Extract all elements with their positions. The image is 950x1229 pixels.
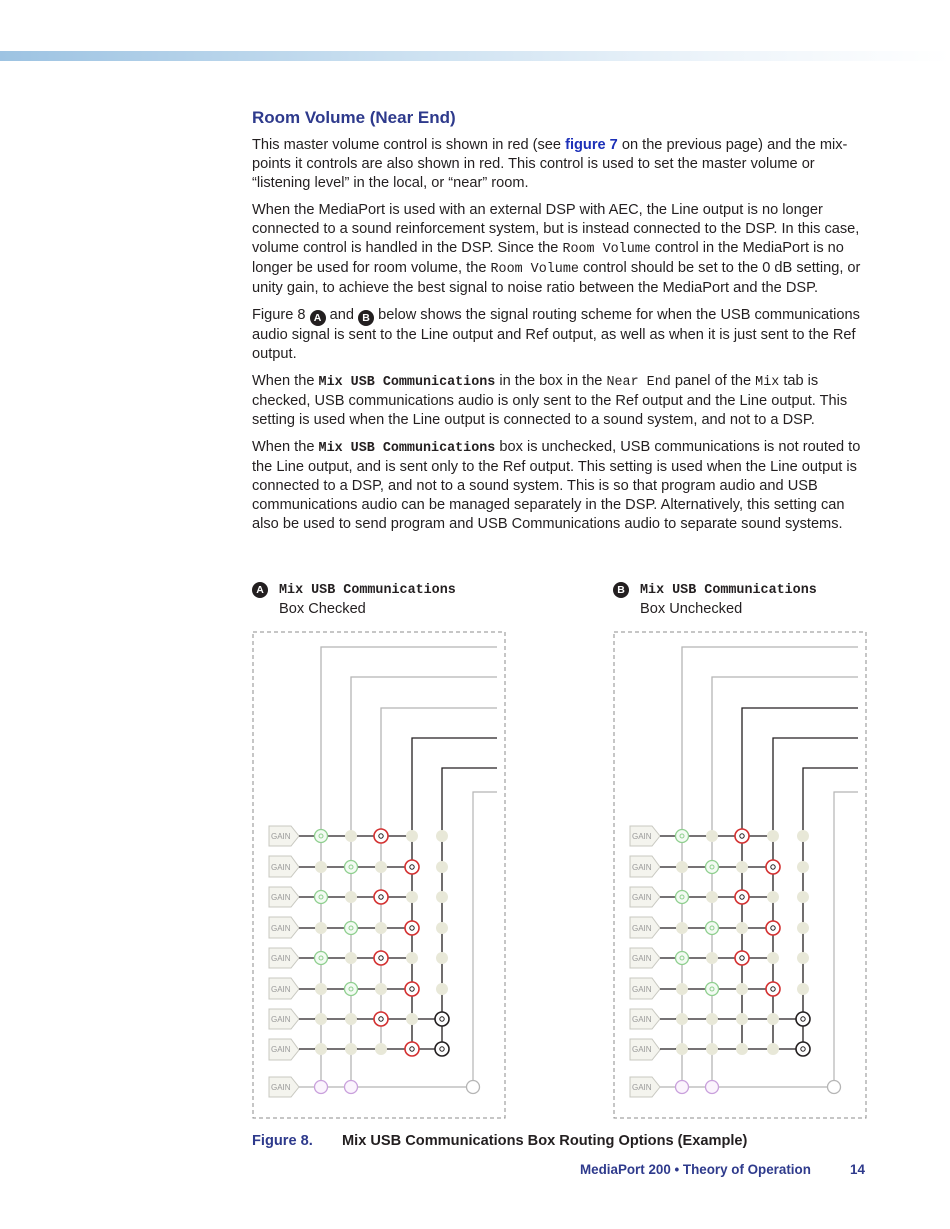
output-line <box>773 738 858 1049</box>
code-mix-usb: Mix USB Communications <box>318 441 496 456</box>
output-line <box>834 792 858 1081</box>
mix-point-black <box>435 1012 449 1026</box>
mix-point-black <box>796 1012 810 1026</box>
mix-point-idle <box>345 952 357 964</box>
mix-point-idle <box>406 952 418 964</box>
gain-label: GAIN <box>271 1083 291 1092</box>
code-room-volume: Room Volume <box>562 242 651 257</box>
mix-point-purple <box>706 1081 719 1094</box>
mix-point-red <box>405 860 419 874</box>
mix-point-black <box>435 1042 449 1056</box>
mix-point-purple <box>345 1081 358 1094</box>
gain-label: GAIN <box>271 1015 291 1024</box>
mix-point-idle <box>436 891 448 903</box>
text: control in the MediaPort is no longer be used for room volume, the <box>252 240 844 276</box>
panel-b-subtitle: Box Unchecked <box>640 601 743 617</box>
gain-label: GAIN <box>632 1015 652 1024</box>
mix-point-idle <box>375 861 387 873</box>
text: panel of the <box>670 373 756 389</box>
mix-point-idle <box>345 1013 357 1025</box>
paragraph-3 <box>252 306 866 364</box>
mix-point-idle <box>706 1013 718 1025</box>
mix-point-green <box>315 952 328 965</box>
mix-point-idle <box>706 952 718 964</box>
output-line <box>442 768 497 1049</box>
mix-point-red <box>766 982 780 996</box>
mix-point-red <box>405 1042 419 1056</box>
mix-point-idle <box>767 1043 779 1055</box>
mix-point-idle <box>345 1043 357 1055</box>
mix-point-green <box>706 861 719 874</box>
mix-point-green <box>676 952 689 965</box>
mix-point-purple <box>315 1081 328 1094</box>
gain-label: GAIN <box>271 863 291 872</box>
mix-point-red <box>766 860 780 874</box>
figure-caption-text: Mix USB Communications Box Routing Options (Example) <box>342 1133 748 1149</box>
mix-point-idle <box>315 1043 327 1055</box>
mix-point-red <box>374 890 388 904</box>
text: This master volume control is shown in red (see <box>252 137 566 153</box>
paragraph-4 <box>252 372 866 430</box>
mix-point-red <box>735 890 749 904</box>
mix-point-red <box>374 829 388 843</box>
text: on the previous page) and the mix-points it controls are also shown in red. This control is used to set the master volume or “listening level” in the local, or “near” room. <box>252 137 848 191</box>
mix-point-black <box>796 1042 810 1056</box>
gain-label: GAIN <box>632 1083 652 1092</box>
mix-point-idle <box>375 983 387 995</box>
mix-point-idle <box>676 922 688 934</box>
text: box is unchecked, USB communications is not routed to the Line output, and is sent only to the Ref output. This setting is used when the Line output is connected to a DSP, and not to a sound system. This is so that program audio and USB communications audio can be managed separately in the DSP. Alternatively, this setting can also be used to send program and USB Communications audio to separate sound systems. <box>252 439 861 532</box>
gain-label: GAIN <box>632 954 652 963</box>
mix-point-idle <box>767 830 779 842</box>
mix-point-idle <box>436 830 448 842</box>
gain-label: GAIN <box>271 954 291 963</box>
badge-a: A <box>252 582 268 598</box>
mix-point-idle <box>315 861 327 873</box>
mix-point-idle <box>406 1013 418 1025</box>
gain-label: GAIN <box>271 832 291 841</box>
paragraph-5 <box>252 438 866 534</box>
panel-a-subtitle: Box Checked <box>279 601 366 617</box>
output-line <box>381 708 497 1049</box>
gain-label: GAIN <box>632 924 652 933</box>
mix-point-green <box>345 983 358 996</box>
mix-point-red <box>405 921 419 935</box>
gain-label: GAIN <box>632 985 652 994</box>
text: and <box>325 307 359 323</box>
mix-point-green <box>676 891 689 904</box>
mix-point-idle <box>315 922 327 934</box>
section-title: Room Volume (Near End) <box>252 108 456 127</box>
mix-point-idle <box>315 983 327 995</box>
mix-point-red <box>405 982 419 996</box>
badge-b: B <box>358 310 374 326</box>
footer-page-number: 14 <box>850 1162 865 1177</box>
gain-label: GAIN <box>271 985 291 994</box>
output-line <box>803 768 858 1049</box>
mix-point-red <box>735 829 749 843</box>
mix-point-idle <box>736 861 748 873</box>
text: below shows the signal routing scheme for when the USB communications audio signal is sent to the Line output and Ref output, as well as when it is just sent to the Ref output. <box>252 307 860 362</box>
mix-point-green <box>315 830 328 843</box>
gain-label: GAIN <box>271 924 291 933</box>
mix-point-idle <box>767 952 779 964</box>
mix-point-idle <box>436 922 448 934</box>
text: Figure 8 <box>252 307 310 323</box>
mix-point-idle <box>706 891 718 903</box>
mix-point-green <box>706 922 719 935</box>
footer-doc-title: MediaPort 200 • Theory of Operation <box>580 1162 811 1177</box>
mix-point-idle <box>436 861 448 873</box>
mix-point-idle <box>736 1013 748 1025</box>
mix-point-idle <box>375 922 387 934</box>
mix-point-idle <box>676 861 688 873</box>
mix-point-red <box>766 921 780 935</box>
text: When the MediaPort is used with an external DSP with AEC, the Line output is no longer connected to a sound reinforcement system, but is instead connected to the DSP. In this case, volume control is handled in the DSP. Since the <box>252 202 860 256</box>
mix-point-idle <box>767 1013 779 1025</box>
figure-7-link[interactable]: figure 7 <box>565 137 618 153</box>
output-line <box>742 708 858 1049</box>
gain-label: GAIN <box>632 832 652 841</box>
mix-point-idle <box>767 891 779 903</box>
mix-point-green <box>315 891 328 904</box>
mix-point-idle <box>375 1043 387 1055</box>
figure-caption <box>252 1133 748 1149</box>
mix-point-idle <box>315 1013 327 1025</box>
mix-point-grey <box>467 1081 480 1094</box>
mix-point-red <box>374 1012 388 1026</box>
badge-a: A <box>310 310 326 326</box>
text: tab is checked, USB communications audio is only sent to the Ref output and the Line output. This setting is used when the Line output is connected to a sound system, and not to a DSP. <box>252 373 848 428</box>
text: in the box in the <box>495 373 607 389</box>
mix-point-green <box>676 830 689 843</box>
text: When the <box>252 373 319 389</box>
mix-point-green <box>345 861 358 874</box>
mix-point-grey <box>828 1081 841 1094</box>
mix-point-idle <box>676 1043 688 1055</box>
gain-label: GAIN <box>632 863 652 872</box>
mix-point-idle <box>676 1013 688 1025</box>
mix-point-idle <box>706 830 718 842</box>
mix-point-idle <box>797 861 809 873</box>
code-mix: Mix <box>755 375 780 390</box>
mix-point-purple <box>676 1081 689 1094</box>
mix-point-idle <box>797 922 809 934</box>
figure-number: Figure 8. <box>252 1133 313 1149</box>
mix-point-idle <box>736 1043 748 1055</box>
mix-point-idle <box>797 891 809 903</box>
mix-point-idle <box>345 891 357 903</box>
mix-point-red <box>735 951 749 965</box>
text: control should be set to the 0 dB setting, or unity gain, to achieve the best signal to noise ratio between the MediaPort and the DSP. <box>252 260 861 296</box>
mix-point-idle <box>406 830 418 842</box>
routing-diagram-unchecked <box>613 631 867 1119</box>
mix-point-idle <box>736 983 748 995</box>
routing-diagram-checked <box>252 631 506 1119</box>
mix-point-idle <box>797 830 809 842</box>
mix-point-green <box>706 983 719 996</box>
mix-point-idle <box>436 983 448 995</box>
code-near-end: Near End <box>606 375 671 390</box>
panel-b-title: Mix USB Communications <box>640 583 817 598</box>
gain-label: GAIN <box>632 1045 652 1054</box>
mix-point-idle <box>736 922 748 934</box>
mix-point-red <box>374 951 388 965</box>
mix-point-green <box>345 922 358 935</box>
gain-label: GAIN <box>271 1045 291 1054</box>
mix-point-idle <box>797 952 809 964</box>
badge-b: B <box>613 582 629 598</box>
code-mix-usb: Mix USB Communications <box>318 375 496 390</box>
mix-point-idle <box>406 891 418 903</box>
main-content <box>252 108 866 542</box>
paragraph-2 <box>252 201 866 298</box>
code-room-volume: Room Volume <box>490 262 579 277</box>
output-line <box>412 738 497 1049</box>
output-line <box>473 792 497 1081</box>
mix-point-idle <box>345 830 357 842</box>
gain-label: GAIN <box>271 893 291 902</box>
panel-a-title: Mix USB Communications <box>279 583 456 598</box>
mix-point-idle <box>706 1043 718 1055</box>
text: When the <box>252 439 319 455</box>
header-gradient-bar <box>0 51 950 61</box>
mix-point-idle <box>436 952 448 964</box>
gain-label: GAIN <box>632 893 652 902</box>
paragraph-1 <box>252 136 866 193</box>
mix-point-idle <box>676 983 688 995</box>
mix-point-idle <box>797 983 809 995</box>
